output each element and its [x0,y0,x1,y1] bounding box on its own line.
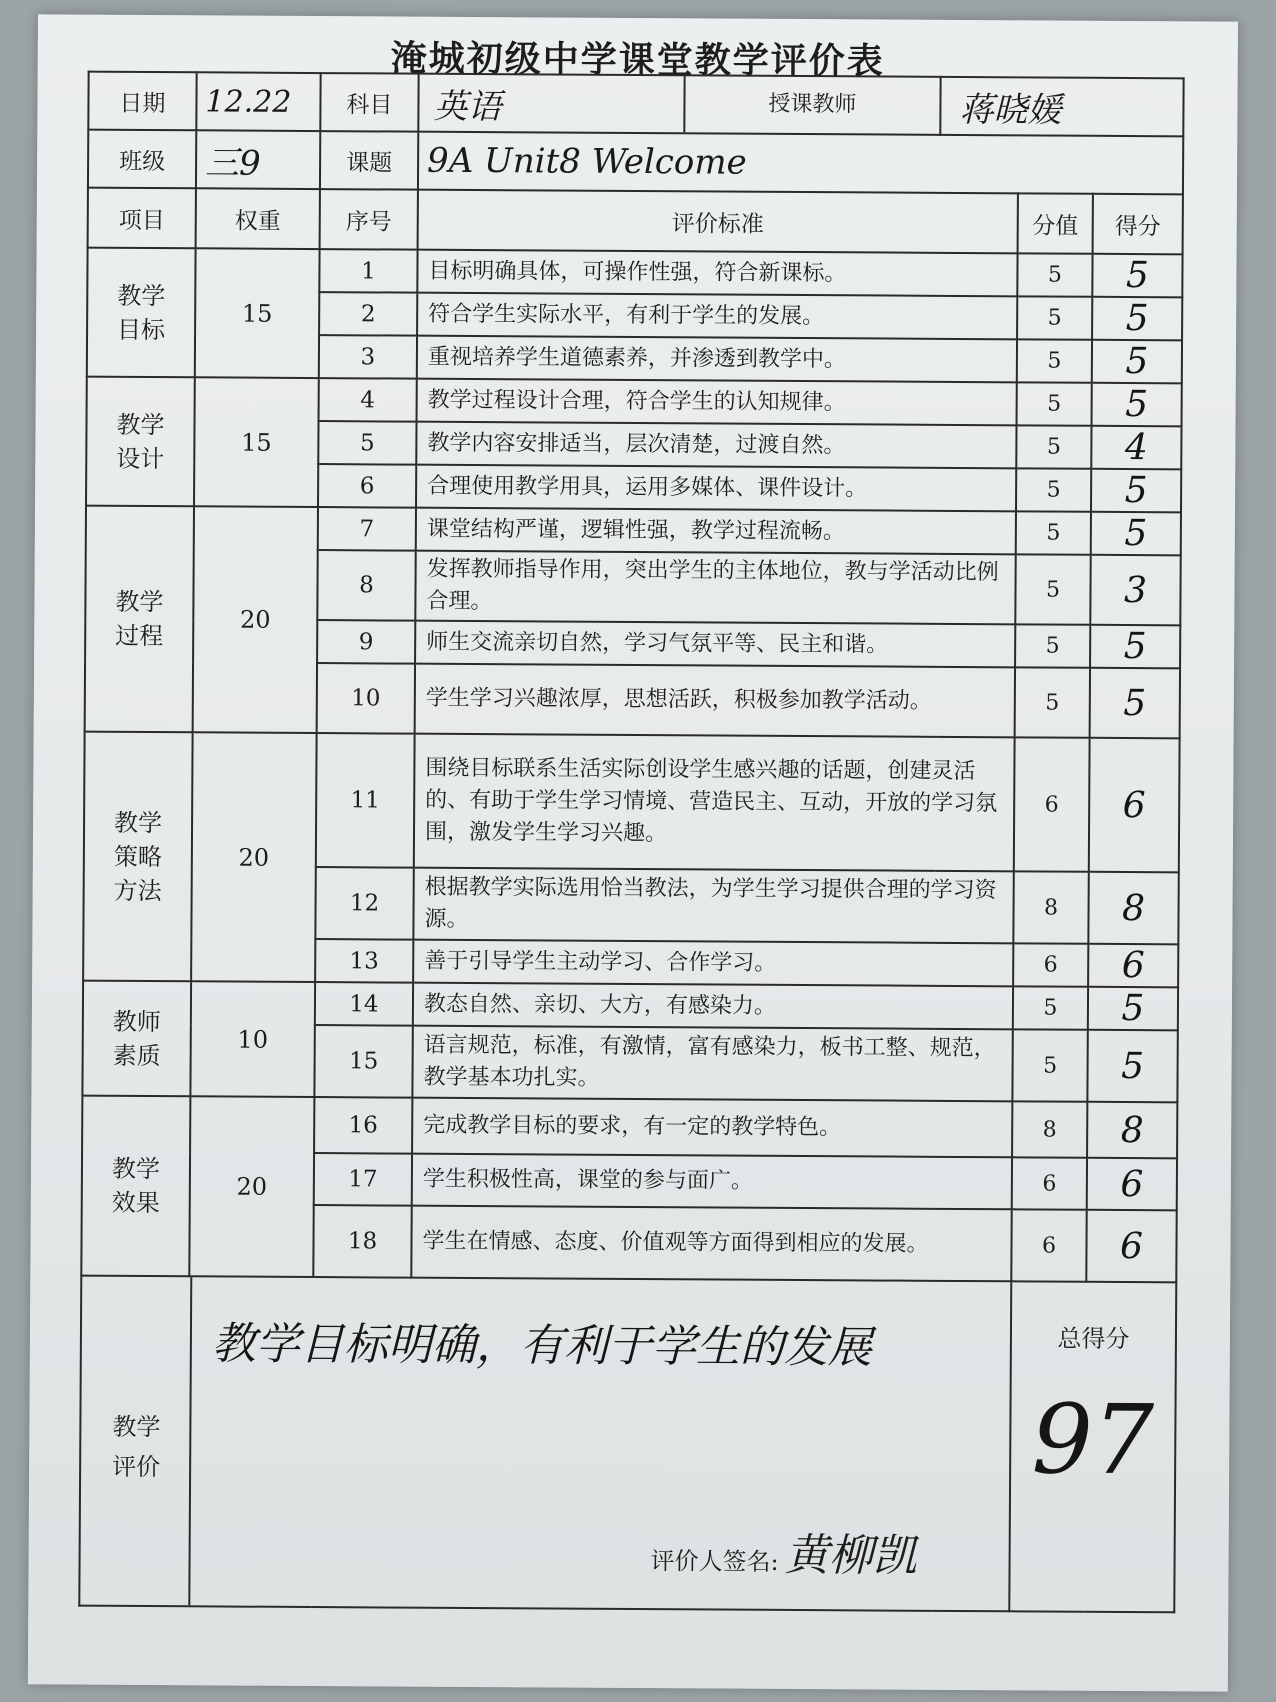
table-row [87,377,1182,427]
subject-teacher-cell [418,74,940,135]
total-label: 总得分 [1057,1324,1130,1354]
row-score: 5 [1088,987,1178,1031]
row-no: 7 [318,507,416,551]
row-no: 1 [319,249,417,293]
row-points: 5 [1015,554,1090,624]
evaluation-label: 教学 评价 [112,1412,161,1482]
subject-value: 英语 [433,86,502,127]
row-score: 5 [1092,383,1182,427]
row-criteria: 教态自然、亲切、大方，有感染力。 [413,983,1013,1030]
col-criteria: 评价标准 [418,190,1018,254]
row-criteria: 符合学生实际水平，有利于学生的发展。 [417,293,1017,340]
signer-name: 黄柳凯 [784,1529,917,1582]
row-no: 2 [319,292,417,336]
date-label: 日期 [88,72,196,131]
category-weight: 20 [191,732,317,982]
col-item: 项目 [88,188,196,249]
row-points: 5 [1016,468,1091,511]
row-score: 5 [1091,512,1181,556]
row-points: 8 [1012,1101,1087,1157]
row-criteria: 教学内容安排适当，层次清楚，过渡自然。 [416,422,1016,469]
row-no: 4 [319,378,417,422]
row-points: 8 [1013,871,1088,943]
class-value: 三9 [196,130,320,189]
category-weight: 10 [190,981,315,1097]
row-score: 5 [1092,297,1182,341]
row-criteria: 完成教学目标的要求，有一定的教学特色。 [412,1098,1012,1158]
row-no: 14 [315,982,413,1026]
row-score: 5 [1090,668,1180,739]
teacher-label: 授课教师 [683,76,939,134]
category-weight: 15 [195,248,320,378]
category-cell: 教学 效果 [81,1096,190,1277]
row-score: 5 [1092,254,1182,298]
header-row-1 [88,72,1183,137]
subject-label: 科目 [320,73,418,132]
category-cell: 教学 目标 [87,248,196,378]
row-criteria: 根据教学实际选用恰当教法，为学生学习提供合理的学习资源。 [413,868,1013,944]
row-criteria: 学生学习兴趣浓厚，思想活跃，积极参加教学活动。 [415,664,1015,738]
row-points: 5 [1015,624,1090,667]
signer-line [650,1518,916,1584]
row-criteria: 围绕目标联系生活实际创设学生感兴趣的话题，创建灵活的、有助于学生学习情境、营造民主、互动，开放的学习氛围，激发学生学习兴趣。 [414,734,1015,872]
row-criteria: 重视培养学生道德素养，并渗透到教学中。 [417,336,1017,383]
row-score: 5 [1092,340,1182,384]
total-score-cell [1009,1281,1176,1612]
row-criteria: 合理使用教学用具，运用多媒体、课件设计。 [416,465,1016,512]
teacher-value: 蒋晓媛 [940,77,1183,136]
row-points: 5 [1016,425,1091,468]
col-no: 序号 [320,189,418,250]
row-score: 8 [1087,1102,1177,1159]
row-no: 18 [313,1205,411,1278]
row-score: 5 [1087,1030,1177,1103]
category-cell: 教学 策略 方法 [83,732,193,982]
row-criteria: 课堂结构严谨，逻辑性强，教学过程流畅。 [416,508,1016,555]
row-no: 9 [317,620,415,664]
row-score: 4 [1091,426,1181,470]
row-no: 8 [317,550,415,621]
evaluation-comment-cell [79,1276,1011,1612]
row-points: 5 [1017,382,1092,425]
header-row-2 [88,130,1183,195]
row-criteria: 善于引导学生主动学习、合作学习。 [413,940,1013,987]
row-score: 6 [1089,738,1180,873]
row-no: 17 [314,1153,412,1206]
row-points: 6 [1014,737,1090,871]
row-no: 15 [314,1025,412,1098]
row-criteria: 师生交流亲切自然，学习气氛平等、民主和谐。 [415,621,1015,668]
row-no: 13 [315,939,413,983]
date-value: 12.22 [196,72,320,131]
category-cell: 教学 过程 [85,506,194,733]
row-points: 5 [1017,253,1092,296]
topic-value: 9A Unit8 Welcome [418,132,1183,195]
table-row [87,248,1182,298]
row-score: 3 [1090,555,1180,626]
table-row [82,1096,1177,1159]
row-points: 5 [1015,667,1090,737]
row-criteria: 发挥教师指导作用，突出学生的主体地位，教与学活动比例合理。 [415,551,1015,625]
col-points: 分值 [1018,193,1093,253]
row-criteria: 教学过程设计合理，符合学生的认知规律。 [417,379,1017,426]
row-score: 6 [1087,1158,1177,1211]
topic-label: 课题 [320,131,418,190]
row-points: 5 [1016,511,1091,554]
row-points: 6 [1013,943,1088,986]
class-label: 班级 [88,130,196,189]
column-header-row [88,188,1183,255]
row-no: 16 [314,1097,412,1154]
row-no: 5 [318,421,416,465]
total-value: 97 [1031,1383,1155,1497]
signer-label: 评价人签名: [650,1547,779,1576]
row-no: 6 [318,464,416,508]
row-points: 5 [1017,296,1092,339]
category-weight: 15 [194,377,319,507]
row-points: 5 [1012,1029,1087,1101]
row-criteria: 语言规范，标准，有激情，富有感染力，板书工整、规范，教学基本功扎实。 [412,1026,1012,1102]
col-score: 得分 [1093,194,1183,255]
row-score: 8 [1088,872,1178,945]
row-points: 5 [1013,986,1088,1029]
row-score: 6 [1086,1210,1176,1283]
category-weight: 20 [193,506,318,733]
row-no: 11 [316,733,415,868]
row-criteria: 目标明确具体，可操作性强，符合新课标。 [417,250,1017,297]
evaluation-row [79,1276,1176,1613]
col-weight: 权重 [196,188,320,249]
row-score: 5 [1090,625,1180,669]
evaluation-table [78,71,1184,1614]
table-row [83,981,1178,1031]
row-points: 6 [1012,1157,1087,1209]
form-title: 淹城初级中学课堂教学评价表 [390,37,885,83]
category-cell: 教师 素质 [82,981,191,1097]
row-criteria: 学生积极性高，课堂的参与面广。 [412,1154,1012,1210]
category-cell: 教学 设计 [86,377,195,507]
row-points: 5 [1017,339,1092,382]
table-row [86,506,1181,556]
row-criteria: 学生在情感、态度、价值观等方面得到相应的发展。 [411,1206,1011,1282]
category-weight: 20 [189,1096,314,1277]
row-no: 12 [315,867,413,940]
evaluation-comment: 教学目标明确，有利于学生的发展 [211,1318,873,1374]
table-row [84,732,1180,873]
row-score: 5 [1091,469,1181,513]
row-no: 3 [319,335,417,379]
evaluation-form-paper [28,14,1238,1691]
row-score: 6 [1088,944,1178,988]
row-no: 10 [317,663,415,734]
row-points: 6 [1011,1209,1086,1281]
